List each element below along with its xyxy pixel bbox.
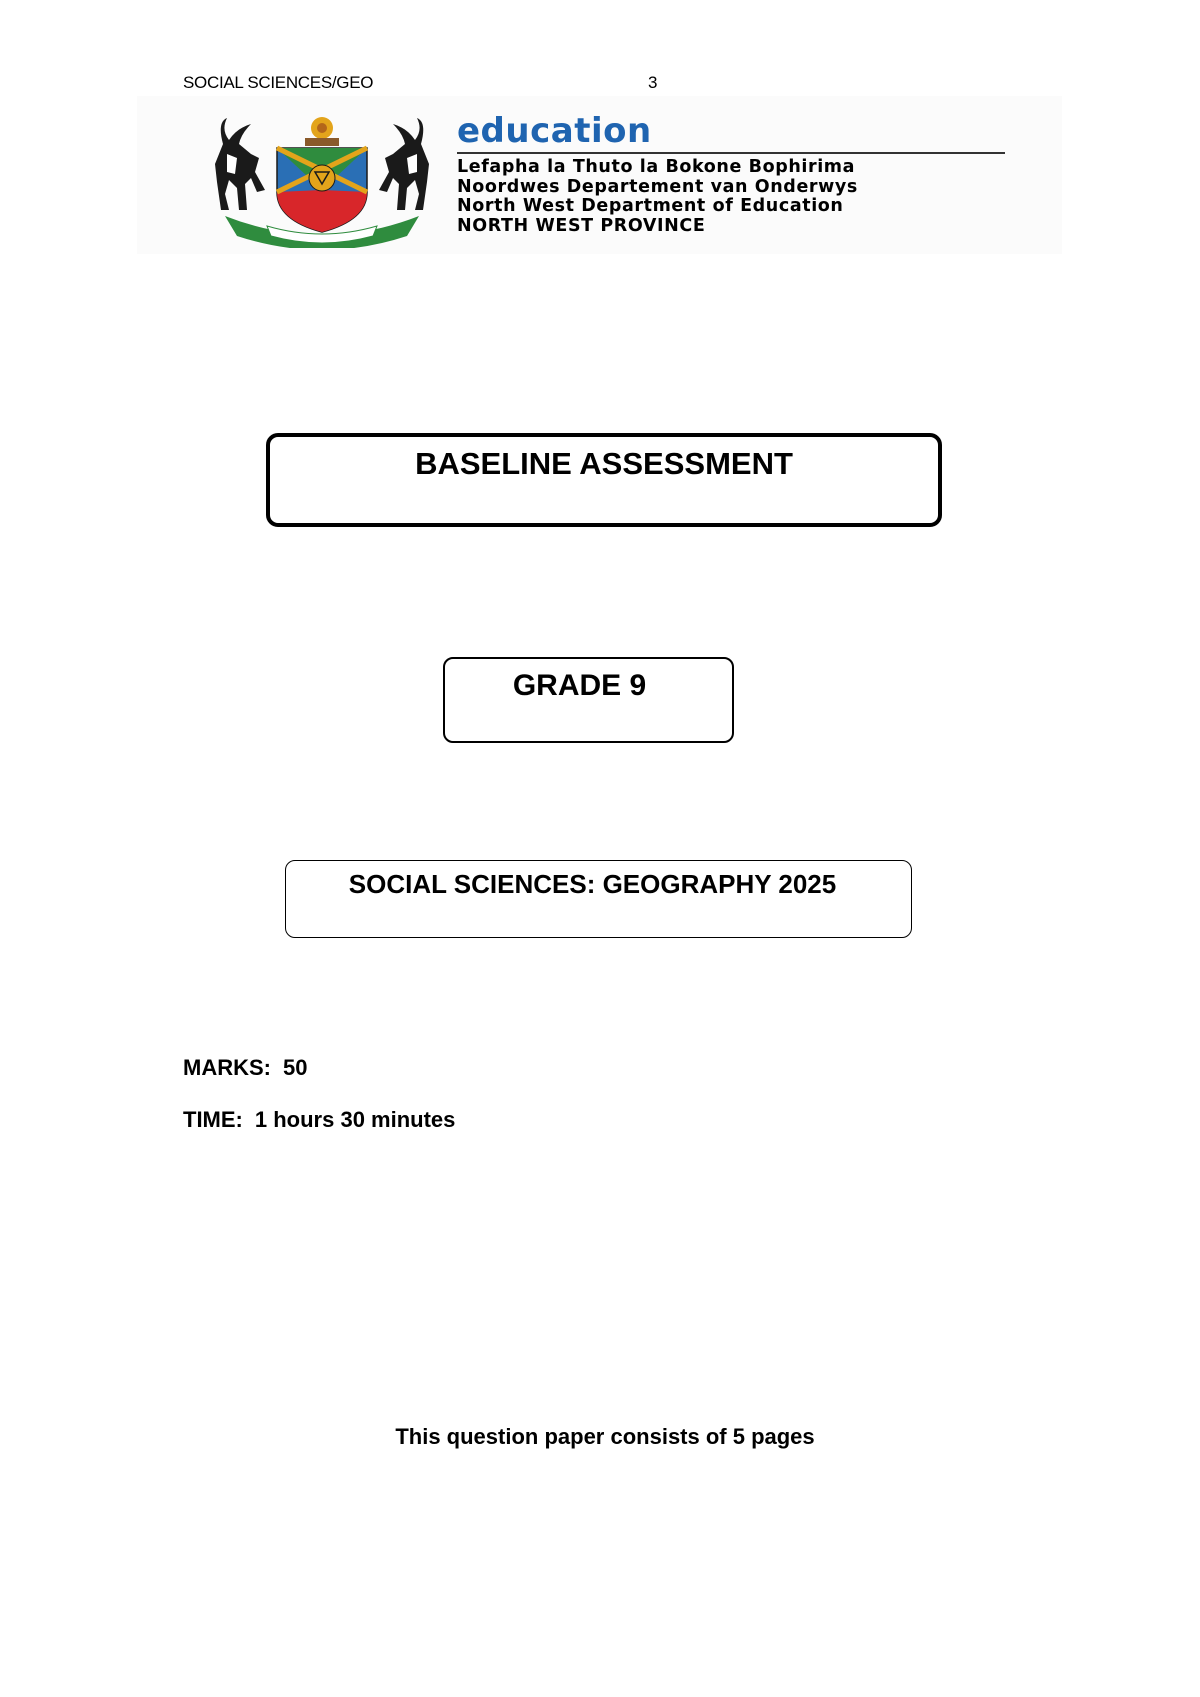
time-info [183,1107,455,1133]
subject-code: SOCIAL SCIENCES/GEO [183,73,374,92]
province-name: NORTH WEST PROVINCE [457,215,706,236]
education-wordmark: education [457,111,652,151]
subject-title: SOCIAL SCIENCES: GEOGRAPHY 2025 [285,860,912,938]
marks-info [183,1055,307,1081]
assessment-title: BASELINE ASSESSMENT [266,433,942,527]
dept-line-setswana: Lefapha la Thuto la Bokone Bophirima [457,157,856,177]
grade-label: GRADE 9 [443,657,734,743]
page-number: 3 [648,73,658,92]
dept-line-afrikaans: Noordwes Departement van Onderwys [457,176,858,197]
north-west-coat-of-arms-icon [207,114,437,248]
page-count-note: This question paper consists of 5 pages [395,1424,815,1449]
divider [457,152,1005,154]
department-banner [137,96,1062,254]
dept-line-english: North West Department of Education [457,196,844,216]
time-label: TIME: [183,1107,243,1132]
marks-value: 50 [283,1055,308,1080]
marks-label: MARKS: [183,1055,271,1080]
department-name-block [457,111,1017,236]
time-value: 1 hours 30 minutes [254,1107,456,1132]
